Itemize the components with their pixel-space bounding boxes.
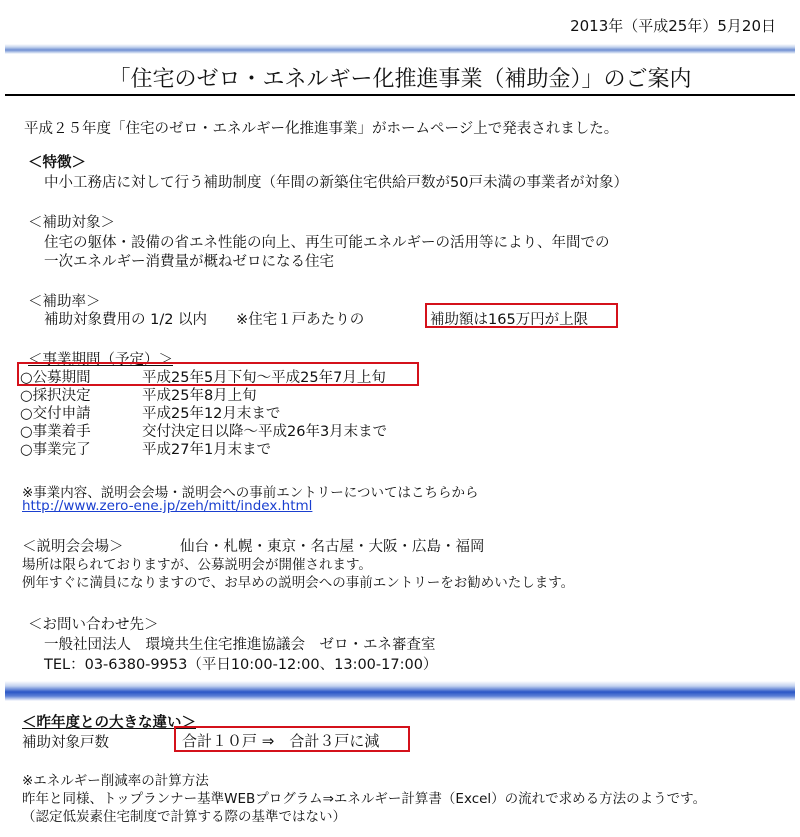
period-heading: ＜事業期間（予定）＞ <box>28 352 173 368</box>
page-title: 「住宅のゼロ・エネルギー化推進事業（補助金）」のご案内 <box>108 67 692 92</box>
document-date: 2013年（平成25年）5月20日 <box>570 17 776 35</box>
target-line2: 一次エネルギー消費量が概ねゼロになる住宅 <box>44 254 334 270</box>
title-underline <box>5 94 795 96</box>
entry-note: ※事業内容、説明会会場・説明会への事前エントリーについてはこちらから <box>22 485 479 501</box>
diff-highlight <box>174 726 410 752</box>
contact-org: 一般社団法人 環境共生住宅推進協議会 ゼロ・エネ審査室 <box>44 637 436 653</box>
rate-heading: ＜補助率＞ <box>28 294 101 310</box>
rate-text: 補助対象費用の 1/2 以内 ※住宅１戸あたりの <box>44 312 365 328</box>
venues-line2: 例年すぐに満員になりますので、お早めの説明会への事前エントリーをお勧めいたします。 <box>22 575 575 591</box>
features-heading: ＜特徴＞ <box>28 155 86 171</box>
period-row-value: 平成25年12月末まで <box>142 406 281 422</box>
calc-line1: ※エネルギー削減率の計算方法 <box>22 773 209 789</box>
intro-text: 平成２５年度「住宅のゼロ・エネルギー化推進事業」がホームページ上で発表されました。 <box>24 121 619 137</box>
period-row-label: ○公募期間 <box>20 370 91 386</box>
contact-tel: TEL：03-6380-9953（平日10:00-12:00、13:00-17:00） <box>44 657 438 673</box>
features-text: 中小工務店に対して行う補助制度（年間の新築住宅供給戸数が50戸未満の事業者が対象） <box>44 175 628 191</box>
period-row-value: 平成27年1月末まで <box>142 442 272 458</box>
period-row-label: ○事業着手 <box>20 424 91 440</box>
target-heading: ＜補助対象＞ <box>28 215 115 231</box>
contact-heading: ＜お問い合わせ先＞ <box>28 617 159 633</box>
period-row-label: ○事業完了 <box>20 442 91 458</box>
venues-cities: 仙台・札幌・東京・名古屋・大阪・広島・福岡 <box>180 539 485 555</box>
top-blue-bar <box>5 44 795 54</box>
diff-label: 補助対象戸数 <box>22 735 109 751</box>
period-row-label: ○交付申請 <box>20 406 91 422</box>
calc-line3: （認定低炭素住宅制度で計算する際の基準ではない） <box>22 809 346 825</box>
mid-blue-bar <box>5 681 795 701</box>
period-row-value: 平成25年5月下旬～平成25年7月上旬 <box>142 370 386 386</box>
calc-line2: 昨年と同様、トップランナー基準WEBプログラム⇒エネルギー計算書（Excel）の流れで求める方法のようです。 <box>22 791 707 807</box>
entry-link[interactable]: http://www.zero-ene.jp/zeh/mitt/index.html <box>22 498 313 514</box>
period-row-label: ○採択決定 <box>20 388 91 404</box>
diff-heading: ＜昨年度との大きな違い＞ <box>22 715 196 731</box>
period-row-value: 平成25年8月上旬 <box>142 388 257 404</box>
venues-heading: ＜説明会会場＞ <box>22 539 124 555</box>
rate-limit-highlight <box>425 303 618 328</box>
rate-limit: 補助額は165万円が上限 <box>430 312 589 328</box>
period-row-value: 交付決定日以降～平成26年3月末まで <box>142 424 388 440</box>
diff-value: 合計１０戸 ⇒ 合計３戸に減 <box>182 732 380 750</box>
target-line1: 住宅の躯体・設備の省エネ性能の向上、再生可能エネルギーの活用等により、年間での <box>44 235 610 251</box>
period-highlight <box>17 362 419 386</box>
venues-line1: 場所は限られておりますが、公募説明会が開催されます。 <box>22 557 372 573</box>
